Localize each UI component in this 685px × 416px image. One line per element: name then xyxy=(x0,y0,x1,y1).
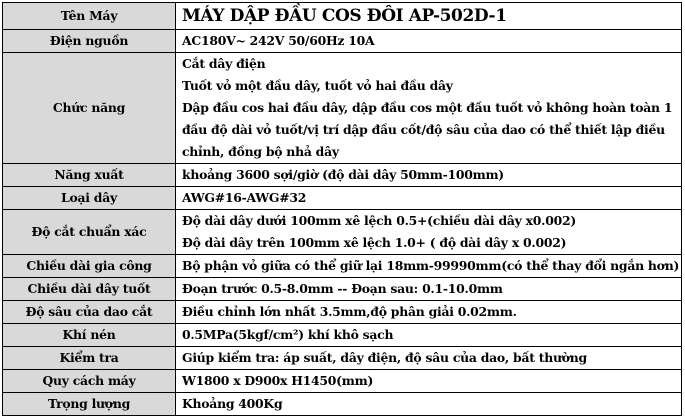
table-row xyxy=(3,187,682,210)
value-line: Độ dài dây dưới 100mm xê lệch 0.5+(chiều dài dây x0.002) xyxy=(182,213,576,228)
row-value xyxy=(176,301,682,324)
row-value xyxy=(176,187,682,210)
row-label: Năng xuất xyxy=(3,164,176,187)
table-row xyxy=(3,3,682,30)
value-line: AWG#16-AWG#32 xyxy=(182,190,307,205)
table-row xyxy=(3,301,682,324)
row-value xyxy=(176,53,682,164)
row-label: Điện nguồn xyxy=(3,30,176,53)
row-label: Trọng lượng xyxy=(3,393,176,416)
row-label: Quy cách máy xyxy=(3,370,176,393)
row-label: Độ sâu của dao cắt xyxy=(3,301,176,324)
row-label: Chiều dài gia công xyxy=(3,255,176,278)
row-value xyxy=(176,370,682,393)
table-row xyxy=(3,370,682,393)
table-row xyxy=(3,324,682,347)
row-value xyxy=(176,210,682,255)
value-line: MÁY DẬP ĐẦU COS ĐÔI AP-502D-1 xyxy=(182,6,507,26)
table-row xyxy=(3,393,682,416)
row-value xyxy=(176,278,682,301)
row-value xyxy=(176,164,682,187)
value-line: Dập đầu cos hai đầu dây, dập đầu cos một đầu tuốt vỏ không hoàn toàn 1 xyxy=(182,100,673,115)
row-value xyxy=(176,30,682,53)
value-line: AC180V~ 242V 50/60Hz 10A xyxy=(182,33,375,48)
table-row xyxy=(3,210,682,255)
row-value xyxy=(176,347,682,370)
row-label: Kiểm tra xyxy=(3,347,176,370)
value-line: Đoạn trước 0.5-8.0mm -- Đoạn sau: 0.1-10.0mm xyxy=(182,281,503,296)
spec-table xyxy=(2,2,682,416)
table-row xyxy=(3,255,682,278)
value-line: Độ dài dây trên 100mm xê lệch 1.0+ ( độ dài dây x 0.002) xyxy=(182,235,567,250)
value-line: W1800 x D900x H1450(mm) xyxy=(182,373,374,388)
value-line: Cắt dây điện xyxy=(182,56,266,71)
row-label: Loại dây xyxy=(3,187,176,210)
value-line: Bộ phận vỏ giữa có thể giữ lại 18mm-99990mm(có thể thay đổi ngắn hơn) xyxy=(182,258,680,273)
row-value xyxy=(176,255,682,278)
table-row xyxy=(3,30,682,53)
value-line: 0.5MPa(5kgf/cm²) khí khô sạch xyxy=(182,327,394,342)
table-row xyxy=(3,347,682,370)
value-line: chỉnh, đồng bộ nhả dây xyxy=(182,144,339,159)
table-row xyxy=(3,278,682,301)
value-line: Khoảng 400Kg xyxy=(182,396,283,411)
row-label: Chức năng xyxy=(3,53,176,164)
row-label: Độ cắt chuẩn xác xyxy=(3,210,176,255)
value-line: đầu độ dài vỏ tuốt/vị trí dập đầu cốt/độ sâu của dao có thể thiết lập điều xyxy=(182,122,665,137)
table-row xyxy=(3,164,682,187)
row-value xyxy=(176,324,682,347)
row-value xyxy=(176,393,682,416)
row-label: Chiều dài dây tuốt xyxy=(3,278,176,301)
value-line: Tuốt vỏ một đầu dây, tuốt vỏ hai đầu dây xyxy=(182,78,453,93)
table-row xyxy=(3,53,682,164)
value-line: khoảng 3600 sợi/giờ (độ dài dây 50mm-100mm) xyxy=(182,167,504,182)
row-label: Tên Máy xyxy=(3,3,176,30)
value-line: Giúp kiểm tra: áp suất, dây điện, độ sâu của dao, bất thường xyxy=(182,350,587,365)
value-line: Điều chỉnh lớn nhất 3.5mm,độ phân giải 0.02mm. xyxy=(182,304,517,319)
row-label: Khí nén xyxy=(3,324,176,347)
row-value xyxy=(176,3,682,30)
